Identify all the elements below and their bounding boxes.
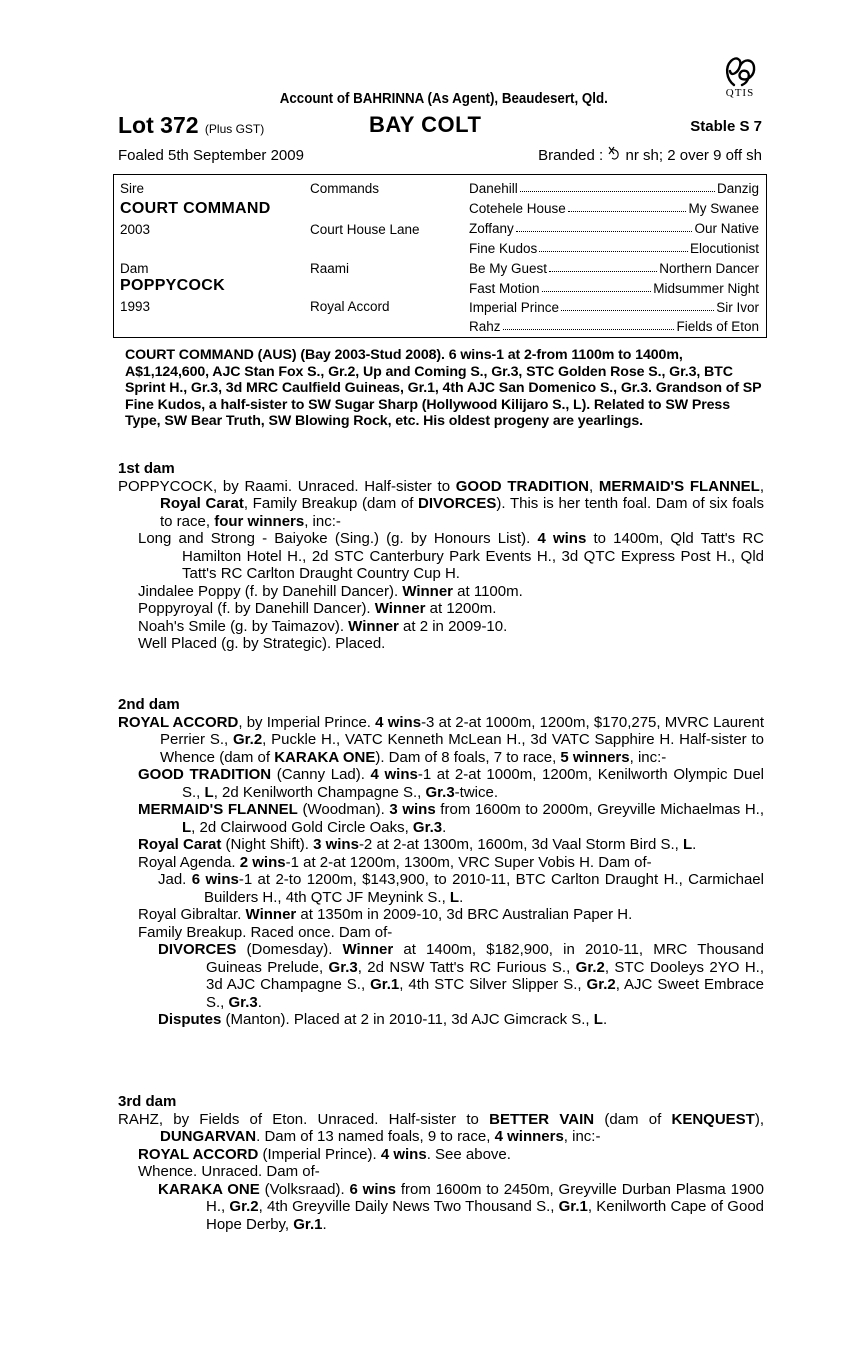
sire-dam: Court House Lane <box>310 222 420 237</box>
progeny-entry: Royal Gibraltar. Winner at 1350m in 2009-10, 3d BRC Australian Paper H. <box>138 906 633 923</box>
first-dam-intro: POPPYCOCK, by Raami. Unraced. Half-sister to GOOD TRADITION, MERMAID'S FLANNEL, Royal Carat, Family Breakup (dam of DIVORCES). This is her tenth foal. Dam of six foals to race, four winners, inc:- <box>118 477 764 530</box>
grand-progeny-entry: Jad. 6 wins-1 at 2-to 1200m, $143,900, to 2010-11, BTC Carlton Draught H., Carmichael Builders H., 4th QTC JF Meynink S., L. <box>158 871 764 906</box>
ancestor-row <box>469 201 759 216</box>
ancestor-right: Danzig <box>716 181 759 196</box>
sire-sire: Commands <box>310 181 380 196</box>
ancestor-row <box>469 319 759 334</box>
sire-year: 2003 <box>120 222 151 237</box>
dam-name: POPPYCOCK <box>120 277 225 294</box>
lot-number <box>118 112 264 139</box>
first-dam-section <box>118 460 764 653</box>
horse-description: BAY COLT <box>369 112 482 137</box>
grand-progeny-entry: Disputes (Manton). Placed at 2 in 2010-11, 3d AJC Gimcrack S., L. <box>158 1011 608 1028</box>
third-dam-section <box>118 1093 764 1233</box>
ancestor-left: Danehill <box>469 181 518 196</box>
qtis-brand: QTIS <box>725 87 755 99</box>
second-dam-intro: ROYAL ACCORD, by Imperial Prince. 4 wins-3 at 2-at 1000m, 1200m, $170,275, MVRC Laurent Perrier S., Gr.2, Puckle H., VATC Kenneth McLean H., 3d VATC Sapphire H. Half-sister to Whence (dam of KARAKA ONE). Dam of 8 foals, 7 to race, 5 winners, inc:- <box>118 713 764 766</box>
grand-progeny-entry: KARAKA ONE (Volksraad). 6 wins from 1600m to 2450m, Greyville Durban Plasma 1900 H., Gr.2, 4th Greyville Daily News Two Thousand S., Gr.1, Kenilworth Cape of Good Hope Derby, Gr.1. <box>158 1180 764 1233</box>
third-dam-intro: RAHZ, by Fields of Eton. Unraced. Half-sister to BETTER VAIN (dam of KENQUEST), DUNGARVAN. Dam of 13 named foals, 9 to race, 4 winners, inc:- <box>118 1110 764 1145</box>
section-heading: 3rd dam <box>118 1093 177 1110</box>
ancestor-row <box>469 241 759 256</box>
ancestor-row <box>469 300 759 315</box>
ancestor-row <box>469 261 759 276</box>
ancestor-right: Elocutionist <box>689 241 759 256</box>
ancestor-right: My Swanee <box>688 201 759 216</box>
dam-label: Dam <box>120 261 149 276</box>
ancestor-right: Midsummer Night <box>653 281 759 296</box>
ancestor-right: Fields of Eton <box>676 319 759 334</box>
dam-year: 1993 <box>120 299 151 314</box>
progeny-entry: ROYAL ACCORD (Imperial Prince). 4 wins. See above. <box>138 1145 511 1163</box>
progeny-entry: Whence. Unraced. Dam of- <box>138 1163 320 1180</box>
progeny-entry: MERMAID'S FLANNEL (Woodman). 3 wins from 1600m to 2000m, Greyville Michaelmas H., L, 2d Clairwood Gold Circle Oaks, Gr.3. <box>138 801 765 836</box>
sire-label: Sire <box>120 181 145 196</box>
progeny-entry: Long and Strong - Baiyoke (Sing.) (g. by Honours List). 4 wins to 1400m, Qld Tatt's RC Hamilton Hotel H., 2d STC Canterbury Park Events H., 3d QTC Express Post H., Qld Tatt's RC Carlton Draught Country Cup H. <box>138 530 764 582</box>
dam-dam: Royal Accord <box>310 299 390 314</box>
ancestor-left: Cotehele House <box>469 201 566 216</box>
sire-name: COURT COMMAND <box>120 200 271 217</box>
brand-mark-icon <box>607 145 621 161</box>
progeny-entry: Royal Agenda. 2 wins-1 at 2-at 1200m, 1300m, VRC Super Vobis H. Dam of- <box>138 853 652 871</box>
ancestor-left: Zoffany <box>469 221 514 236</box>
progeny-entry: Noah's Smile (g. by Taimazov). Winner at 2 in 2009-10. <box>138 617 508 635</box>
ancestor-right: Our Native <box>694 221 759 236</box>
ancestor-left: Rahz <box>469 319 501 334</box>
progeny-entry: Family Breakup. Raced once. Dam of- <box>138 923 393 941</box>
lot-label: Lot 372 <box>118 112 199 138</box>
pedigree-table <box>113 174 767 338</box>
qtis-logo-icon <box>722 55 758 89</box>
grand-progeny-entry: DIVORCES (Domesday). Winner at 1400m, $182,900, in 2010-11, MRC Thousand Guineas Prelude, Gr.3, 2d NSW Tatt's RC Furious S., Gr.2, STC Dooleys 2YO H., 3d AJC Champagne S., Gr.1, 4th STC Silver Slipper S., Gr.2, AJC Sweet Embrace S., Gr.3. <box>158 941 764 1011</box>
branded-info <box>538 145 762 164</box>
ancestor-right: Northern Dancer <box>659 261 759 276</box>
ancestor-right: Sir Ivor <box>716 300 759 315</box>
dam-sire: Raami <box>310 261 350 276</box>
ancestor-row <box>469 181 759 196</box>
branded-text: nr sh; 2 over 9 off sh <box>625 147 762 164</box>
vendor-account: Account of BAHRINNA (As Agent), Beaudesert, Qld. <box>279 91 608 107</box>
progeny-entry: GOOD TRADITION (Canny Lad). 4 wins-1 at 2-at 1000m, 1200m, Kenilworth Olympic Duel S., L, 2d Kenilworth Champagne S., Gr.3-twice. <box>138 766 764 801</box>
ancestor-left: Fine Kudos <box>469 241 538 256</box>
progeny-entry: Poppyroyal (f. by Danehill Dancer). Winner at 1200m. <box>138 600 497 617</box>
section-heading: 2nd dam <box>118 696 180 713</box>
foaled-date: Foaled 5th September 2009 <box>118 147 304 164</box>
second-dam-section <box>118 696 764 1029</box>
section-heading: 1st dam <box>118 460 175 477</box>
gst-note: (Plus GST) <box>204 122 265 136</box>
ancestor-row <box>469 221 759 236</box>
progeny-entry: Well Placed (g. by Strategic). Placed. <box>138 635 386 652</box>
sire-summary: COURT COMMAND (AUS) (Bay 2003-Stud 2008). 6 wins-1 at 2-from 1100m to 1400m, A$1,124,600, AJC Stan Fox S., Gr.2, Up and Coming S., Gr.3, STC Golden Rose S., Gr.3, BTC Sprint H., Gr.3, 3d MRC Caulfield Guineas, Gr.1, 4th AJC San Domenico S., Gr.3. Grandson of SP Fine Kudos, a half-sister to SW Sugar Sharp (Hollywood Kilijaro S., L). Related to SW Press Type, SW Bear Truth, SW Blowing Rock, etc. His oldest progeny are yearlings. <box>125 347 762 429</box>
progeny-entry: Jindalee Poppy (f. by Danehill Dancer). Winner at 1100m. <box>138 582 523 600</box>
ancestor-row <box>469 281 759 296</box>
ancestor-left: Imperial Prince <box>469 300 560 315</box>
stable-number: Stable S 7 <box>690 118 762 135</box>
progeny-entry: Royal Carat (Night Shift). 3 wins-2 at 2-at 1300m, 1600m, 3d Vaal Storm Bird S., L. <box>138 836 697 853</box>
branded-label: Branded : <box>538 147 604 164</box>
ancestor-left: Fast Motion <box>469 281 540 296</box>
lot-header <box>118 112 762 140</box>
ancestor-left: Be My Guest <box>469 261 548 276</box>
